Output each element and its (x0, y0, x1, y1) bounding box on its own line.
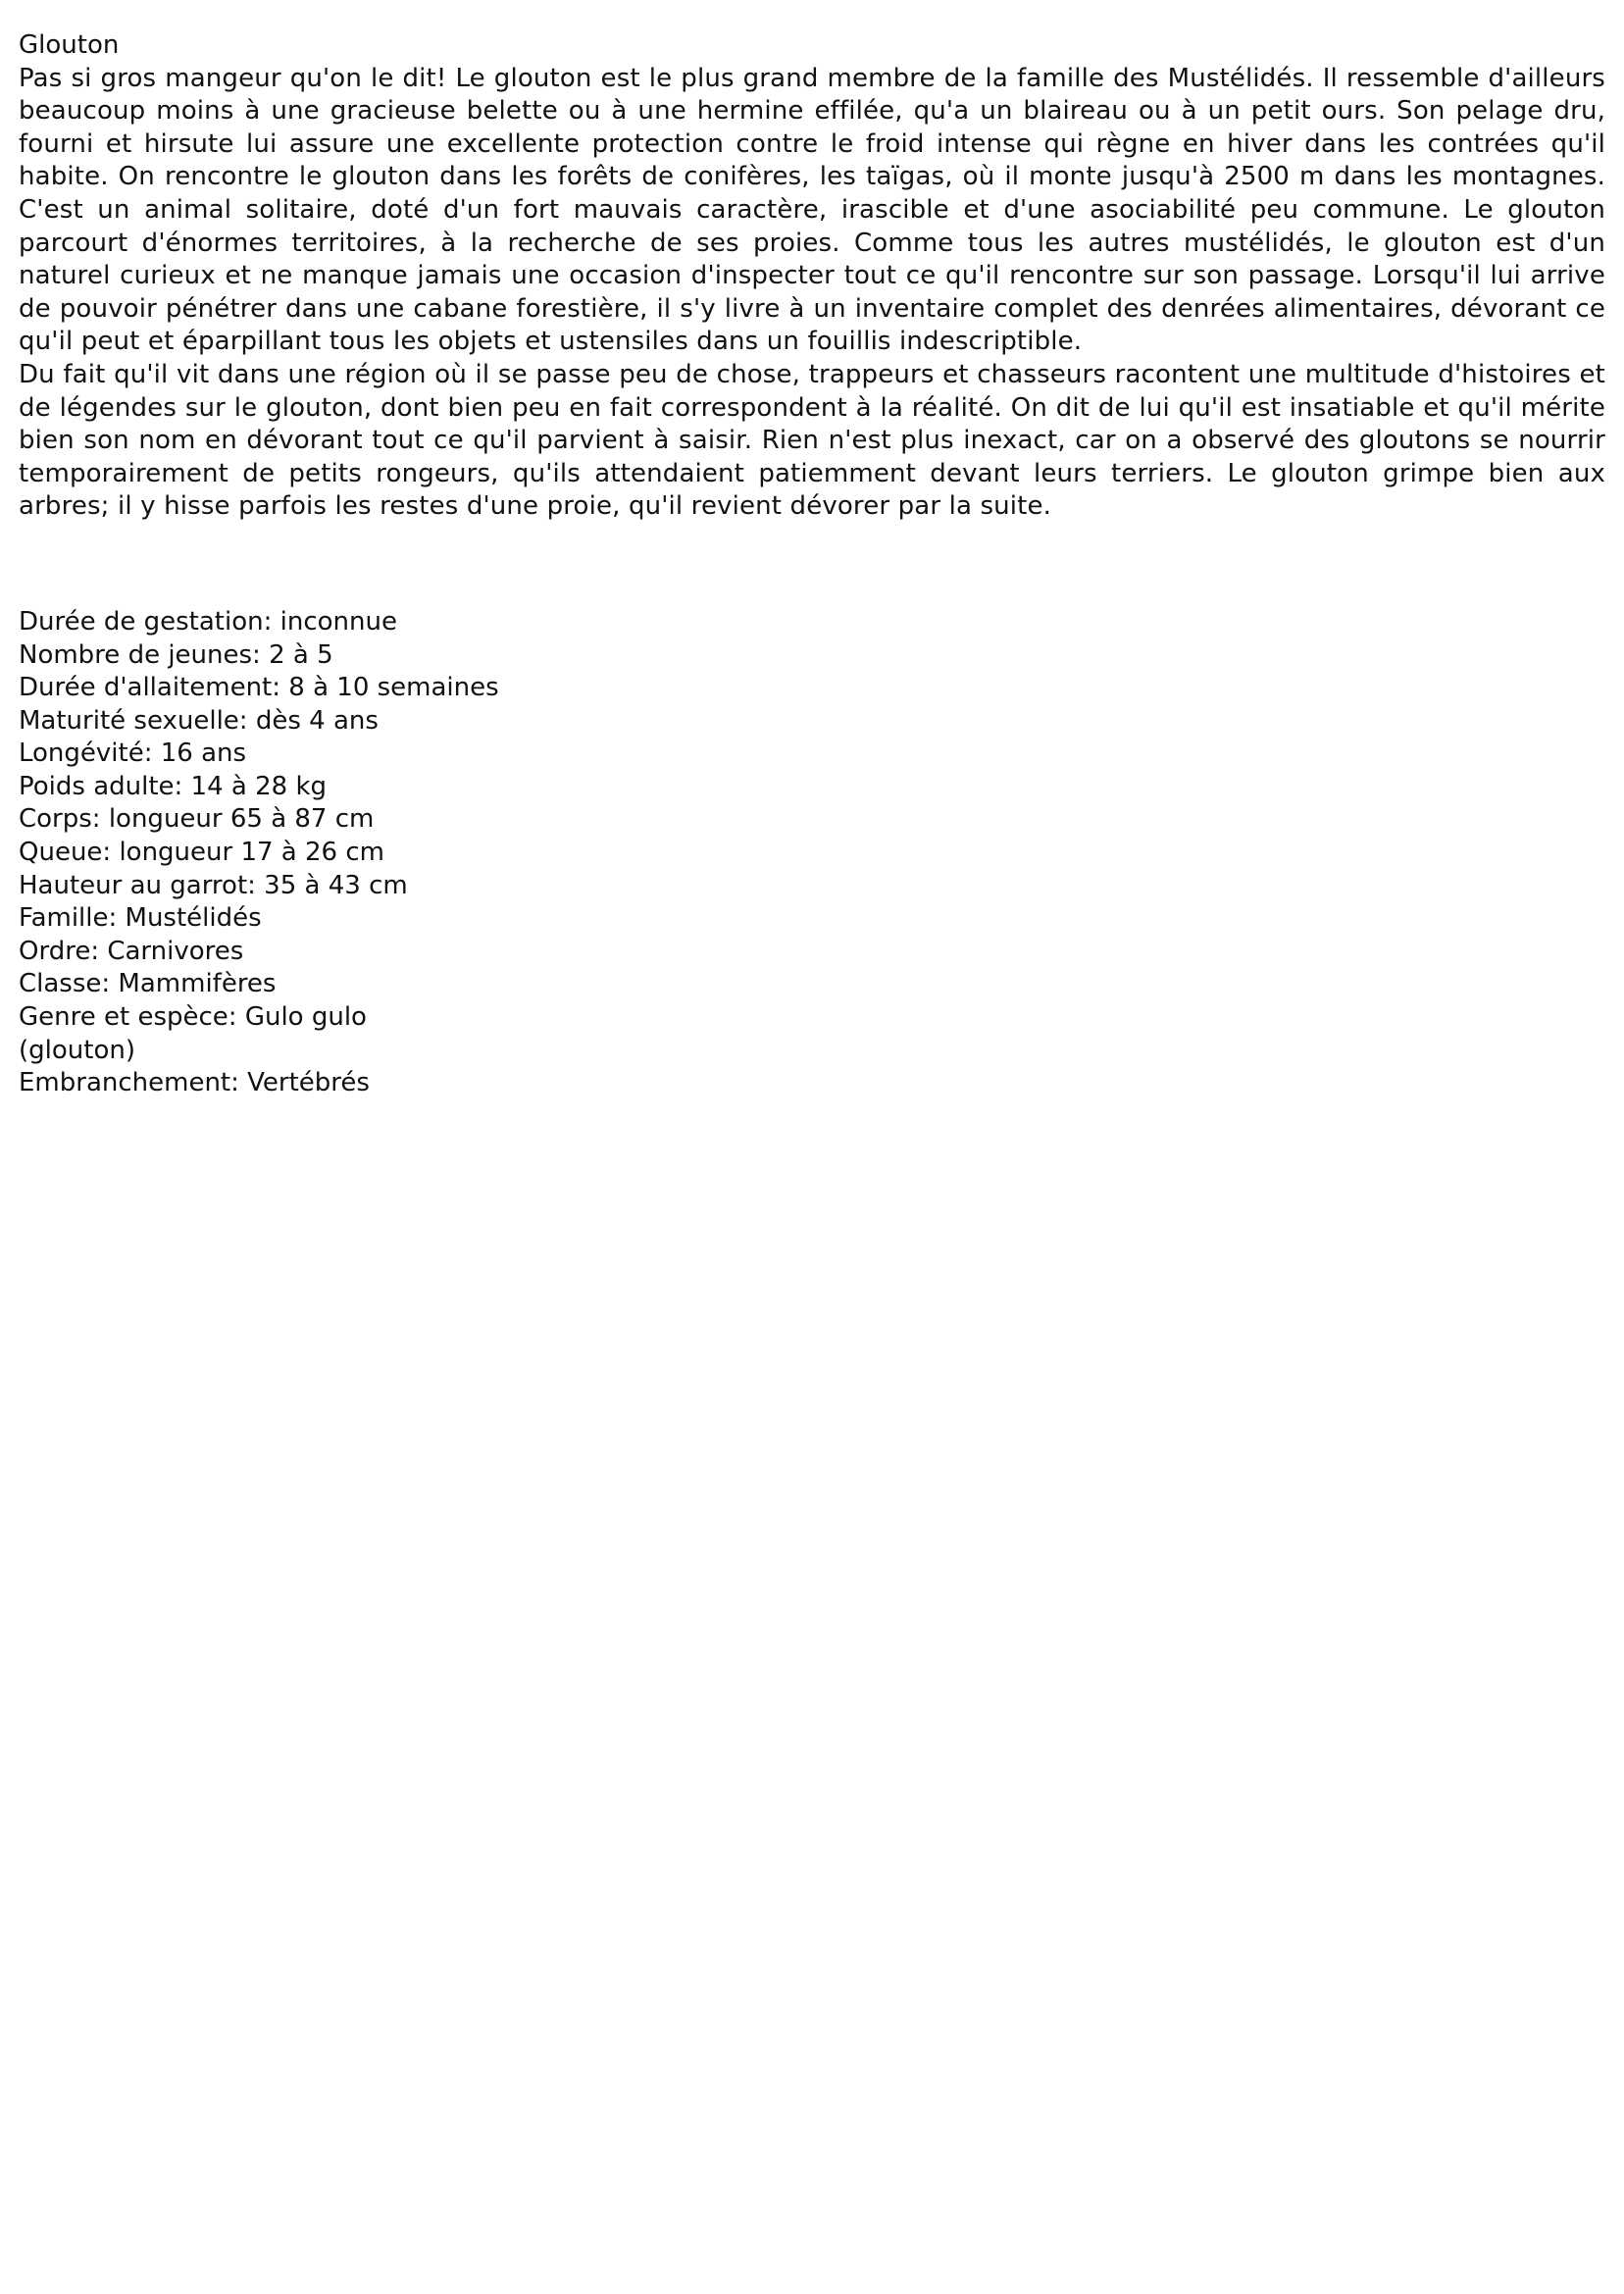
fact-tail-length: Queue: longueur 17 à 26 cm (19, 838, 384, 868)
fact-phylum: Embranchement: Vertébrés (19, 1068, 370, 1098)
facts-list (19, 606, 1605, 1100)
fact-weight: Poids adulte: 14 à 28 kg (19, 771, 328, 801)
fact-gestation: Durée de gestation: inconnue (19, 606, 397, 637)
fact-common-name: (glouton) (19, 1035, 135, 1065)
fact-weaning: Durée d'allaitement: 8 à 10 semaines (19, 673, 499, 703)
fact-maturity: Maturité sexuelle: dès 4 ans (19, 705, 379, 736)
document-page (19, 29, 1605, 1126)
fact-family: Famille: Mustélidés (19, 903, 262, 934)
paragraph-legends: Du fait qu'il vit dans une région où il se passe peu de chose, trappeurs et chasseurs racontent une multitude d'histoires et de légendes sur le glouton, dont bien peu en fait correspondent à la réalité. On dit de lui qu'il est insatiable et qu'il mérite bien son nom en dévorant tout ce qu'il parvient à saisir. Rien n'est plus inexact, car on a observé des gloutons se nourrir temporairement de petits rongeurs, qu'ils attendaient patiemment devant leurs terriers. Le glouton grimpe bien aux arbres; il y hisse parfois les restes d'une proie, qu'il revient dévorer par la suite. (19, 359, 1605, 522)
fact-class: Classe: Mammifères (19, 969, 277, 999)
fact-longevity: Longévité: 16 ans (19, 739, 247, 769)
fact-shoulder-height: Hauteur au garrot: 35 à 43 cm (19, 870, 408, 900)
fact-order: Ordre: Carnivores (19, 936, 244, 966)
document-title: Glouton (19, 30, 120, 60)
paragraph-intro: Pas si gros mangeur qu'on le dit! Le glouton est le plus grand membre de la famille des Mustélidés. Il ressemble d'ailleurs beaucoup moins à une gracieuse belette ou à une hermine effilée, qu'a un blaireau ou à un petit ours. Son pelage dru, fourni et hirsute lui assure une excellente protection contre le froid intense qui règne en hiver dans les contrées qu'il habite. On rencontre le glouton dans les forêts de conifères, les taïgas, où il monte jusqu'à 2500 m dans les montagnes. C'est un animal solitaire, doté d'un fort mauvais caractère, irascible et d'une asociabilité peu commune. Le glouton parcourt d'énormes territoires, à la recherche de ses proies. Comme tous les autres mustélidés, le glouton est d'un naturel curieux et ne manque jamais une occasion d'inspecter tout ce qu'il rencontre sur son passage. Lorsqu'il lui arrive de pouvoir pénétrer dans une cabane forestière, il s'y livre à un inventaire complet des denrées alimentaires, dévorant ce qu'il peut et éparpillant tous les objets et ustensiles dans un fouillis indescriptible. (19, 63, 1605, 357)
fact-litter-size: Nombre de jeunes: 2 à 5 (19, 639, 333, 670)
fact-genus-species: Genre et espèce: Gulo gulo (19, 1002, 367, 1033)
fact-body-length: Corps: longueur 65 à 87 cm (19, 804, 375, 835)
